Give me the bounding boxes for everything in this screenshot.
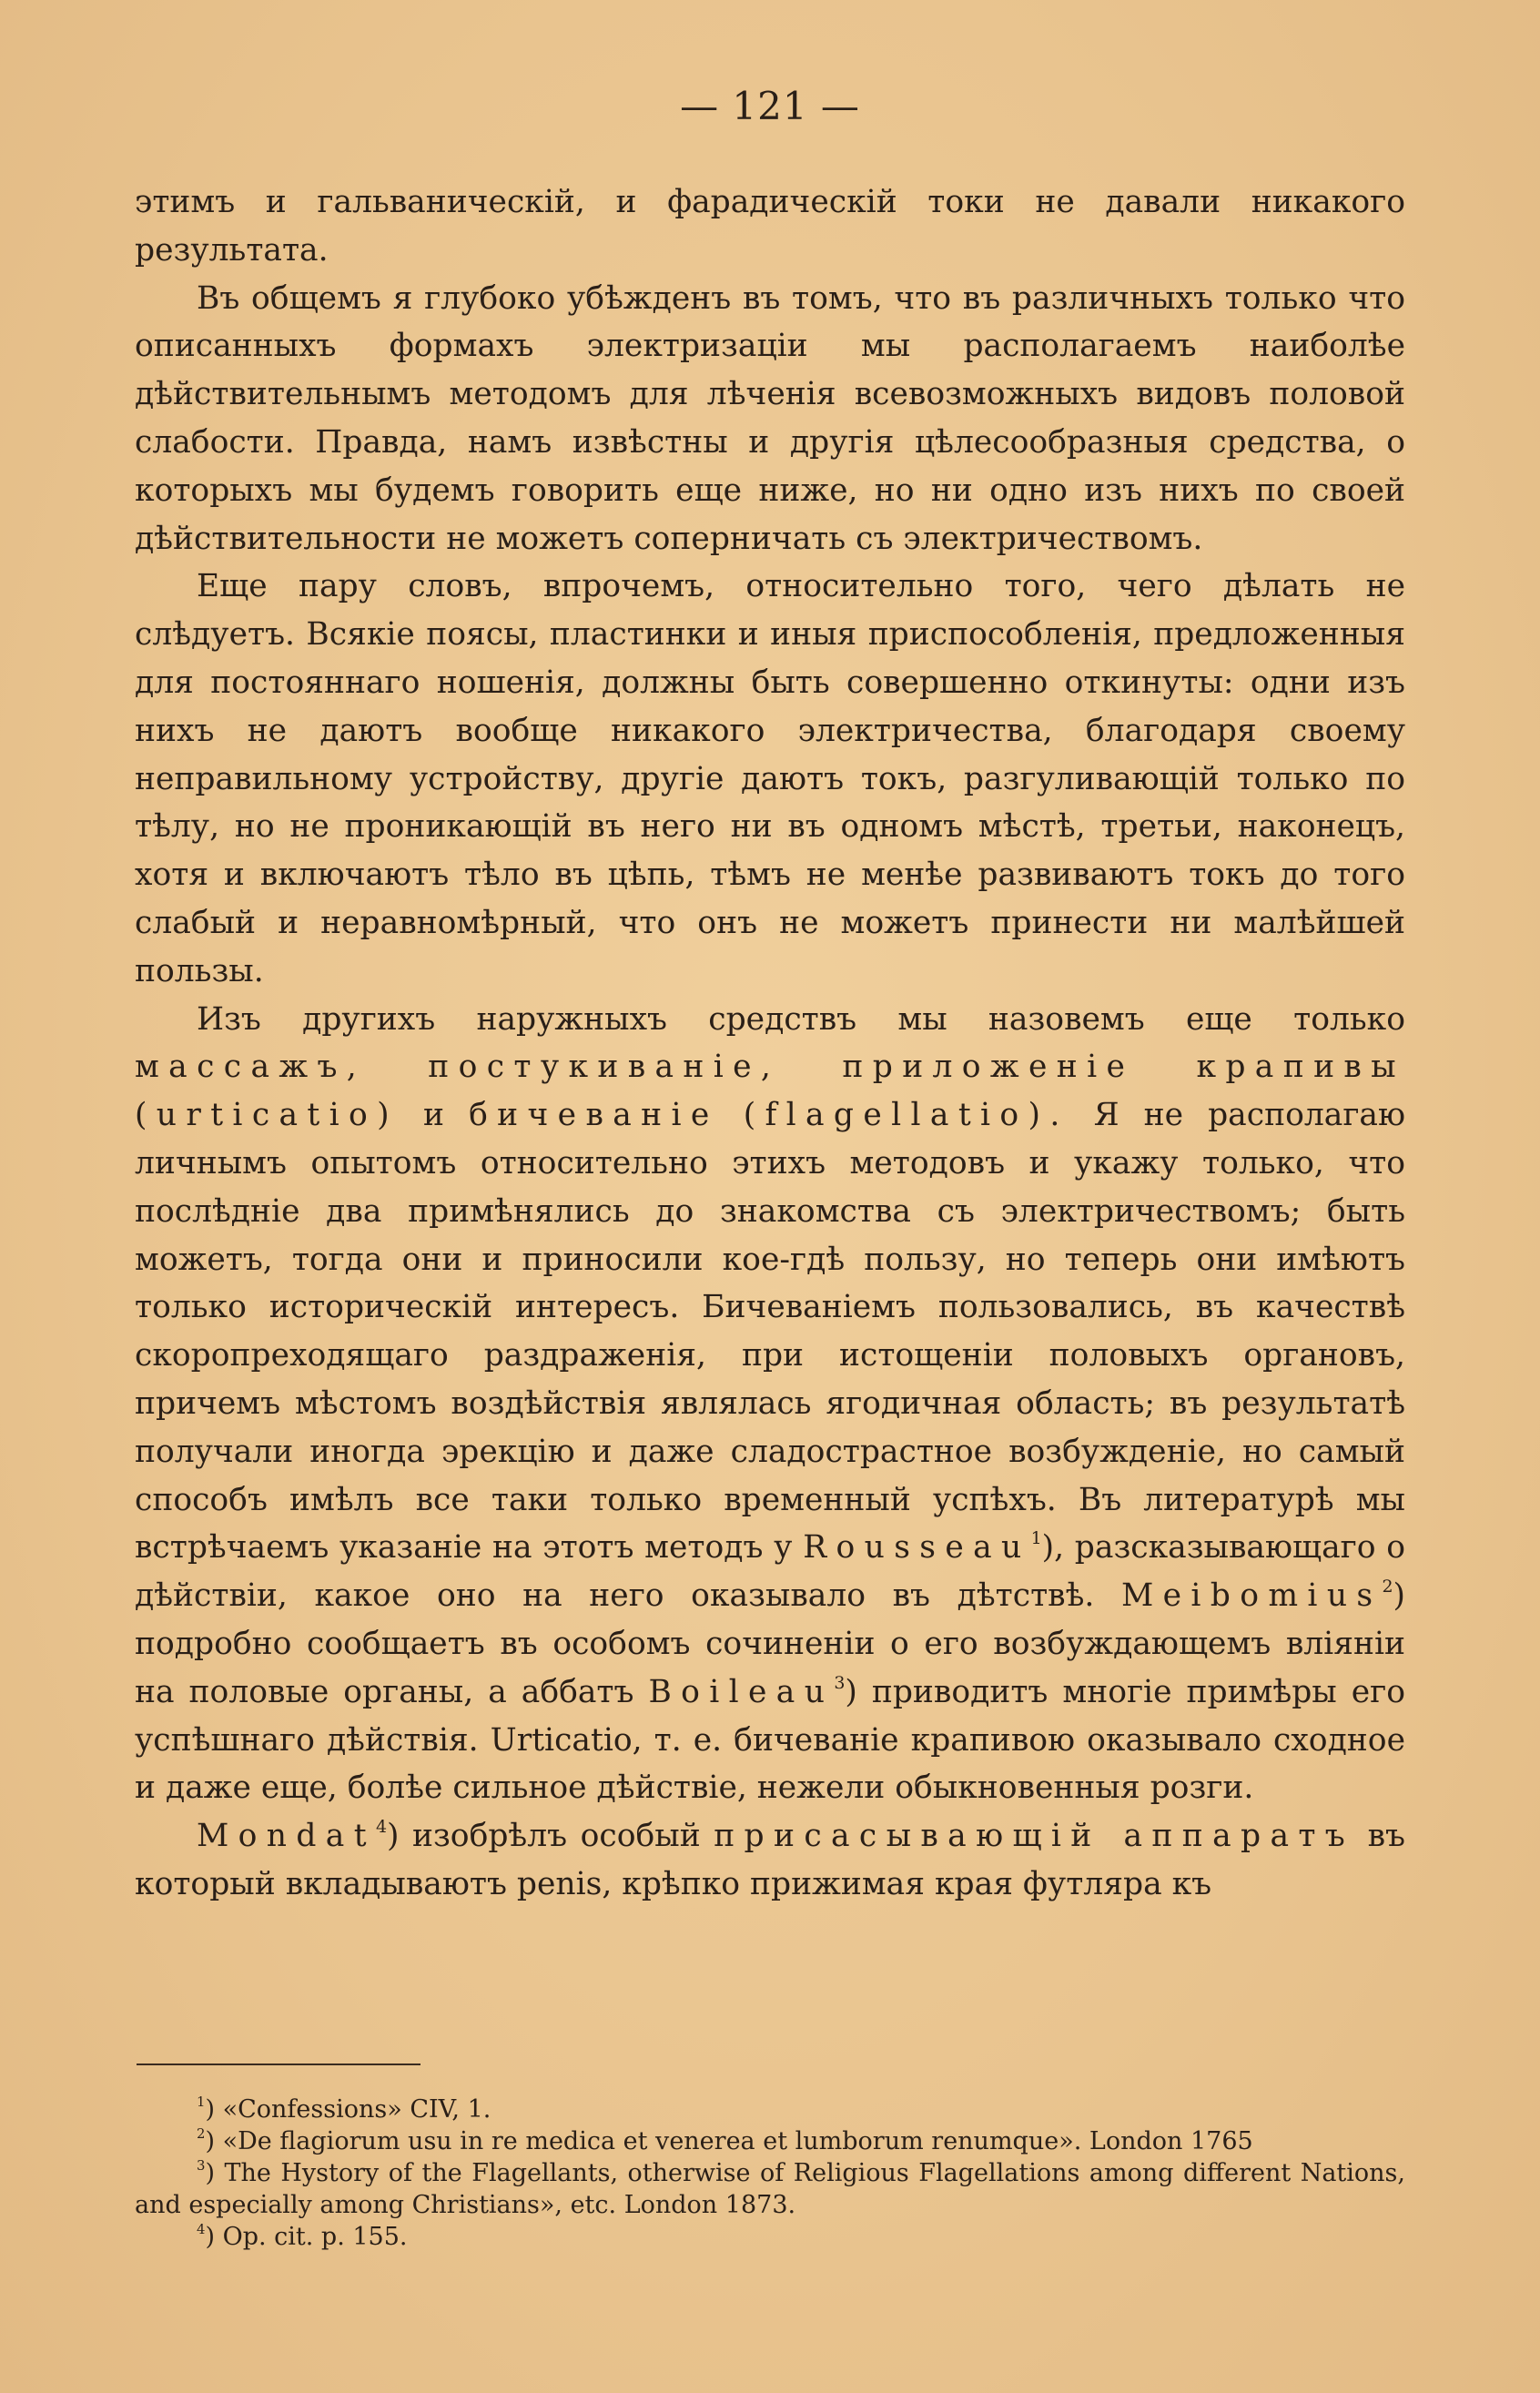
paragraph-2: Въ общемъ я глубоко убѣжденъ въ томъ, что въ различныхъ только что описанныхъ формахъ электризаціи мы располагаемъ наиболѣе дѣйствительнымъ методомъ для лѣченія всевозможныхъ видовъ половой слабости. Правда, намъ извѣстны и другія цѣлесообразныя средства, о которыхъ мы будемъ говорить еще ниже, но ни одно изъ нихъ по своей дѣйствительности не можетъ соперничать съ электричествомъ. [135,279,1405,557]
text-run: ) приводитъ многіе примѣры его успѣшнаго дѣйствія. Urticatio, т. е. бичеваніе крапивою оказывало сходное и даже еще, болѣе сильное дѣйствіе, нежели обыкновенныя розги. [135,1673,1405,1807]
spaced-term-flagellatio: (flagellatio). [743,1097,1069,1134]
footnote-divider [137,2063,420,2065]
footnote-ref-4: 4 [375,1816,388,1837]
author-meibomius: Meibomius [1120,1577,1383,1615]
footnote-mark: 1 [197,2094,206,2111]
text-run [719,1097,744,1133]
author-boileau: Boileau [648,1673,835,1710]
spaced-term-apparatus: присасывающій аппаратъ [714,1818,1355,1855]
spaced-term-massage: массажъ, постукиваніе, приложеніе крапивы [135,1049,1405,1086]
text-run: въ который вкладываютъ penis, крѣпко прижимая края футляра къ [135,1818,1405,1902]
text-run: и [398,1097,470,1134]
footnote-ref-2: 2 [1382,1576,1393,1597]
body-text [135,178,1405,1909]
footnote-text: ) «De flagiorum usu in re medica et venerea et lumborum renumque». London 1765 [205,2127,1253,2155]
footnote-text: ) The Hystory of the Flagellants, otherwise of Religious Flagellations among different Nations, and especially among Christians», etc. London 1873. [135,2159,1405,2219]
text-run: ) изобрѣлъ особый [387,1818,714,1855]
footnote-ref-1: 1 [1030,1528,1042,1549]
page-number: — 121 — [680,84,860,128]
author-rousseau: Rousseau [803,1529,1031,1567]
paragraph-1: этимъ и гальваническій, и фарадическій токи не давали никакого результата. [135,184,1405,269]
text-run: ), разсказывающаго о дѣйствіи, какое оно на него оказывало въ дѣтствѣ. [135,1529,1405,1615]
footnote-2 [135,2125,1405,2157]
spaced-term-flogging: бичеваніе [469,1097,719,1134]
footnote-mark: 4 [197,2221,206,2238]
footnote-4 [135,2221,1405,2253]
spaced-term-urticatio: (urticatio) [135,1097,399,1134]
footnote-mark: 2 [197,2125,206,2143]
paragraph-3: Еще пару словъ, впрочемъ, относительно того, чего дѣлать не слѣдуетъ. Всякіе поясы, пластинки и иныя приспособленія, предложенныя для постояннаго ношенія, должны быть совершенно откинуты: одни изъ нихъ не даютъ вообще никакого электричества, благодаря своему неправильному устройству, другіе даютъ токъ, разгуливающій только по тѣлу, но не проникающій въ него ни въ одномъ мѣстѣ, третьи, наконецъ, хотя и включаютъ тѣло въ цѣпь, тѣмъ не менѣе развиваютъ токъ до того слабый и неравномѣрный, что онъ не можетъ принести ни малѣйшей пользы. [135,568,1405,989]
footnote-ref-3: 3 [834,1672,846,1693]
text-run: ) подробно сообщаетъ въ особомъ сочиненіи о его возбуждающемъ вліяніи на половые органы, а аббатъ [135,1577,1405,1710]
footnotes [135,2094,1405,2253]
footnote-1 [135,2094,1405,2125]
paragraph-5 [135,1812,1405,1909]
text-run: Изъ другихъ наружныхъ средствъ мы назовемъ еще только [197,1000,1405,1038]
text-run: Я не располагаю личнымъ опытомъ относительно этихъ методовъ и укажу только, что послѣдніе два примѣнялись до знакомства съ электричествомъ; быть можетъ, тогда они и приносили кое-гдѣ пользу, но теперь они имѣютъ только историческій интересъ. Бичеваніемъ пользовались, въ качествѣ скоропреходящаго раздраженія, при истощеніи половыхъ органовъ, причемъ мѣстомъ воздѣйствія являлась ягодичная область; въ результатѣ получали иногда эрекцію и даже сладострастное возбужденіе, но самый способъ имѣлъ все таки только временный успѣхъ. Въ литературѣ мы встрѣчаемъ указаніе на этотъ методъ у [135,1097,1406,1567]
footnote-text: ) Op. cit. p. 155. [205,2223,408,2251]
footnote-3 [135,2157,1405,2221]
footnote-mark: 3 [197,2157,206,2175]
author-mondat: Mondat [197,1818,376,1855]
paragraph-4 [135,996,1405,1813]
footnote-text: ) «Confessions» CIV, 1. [205,2095,491,2124]
